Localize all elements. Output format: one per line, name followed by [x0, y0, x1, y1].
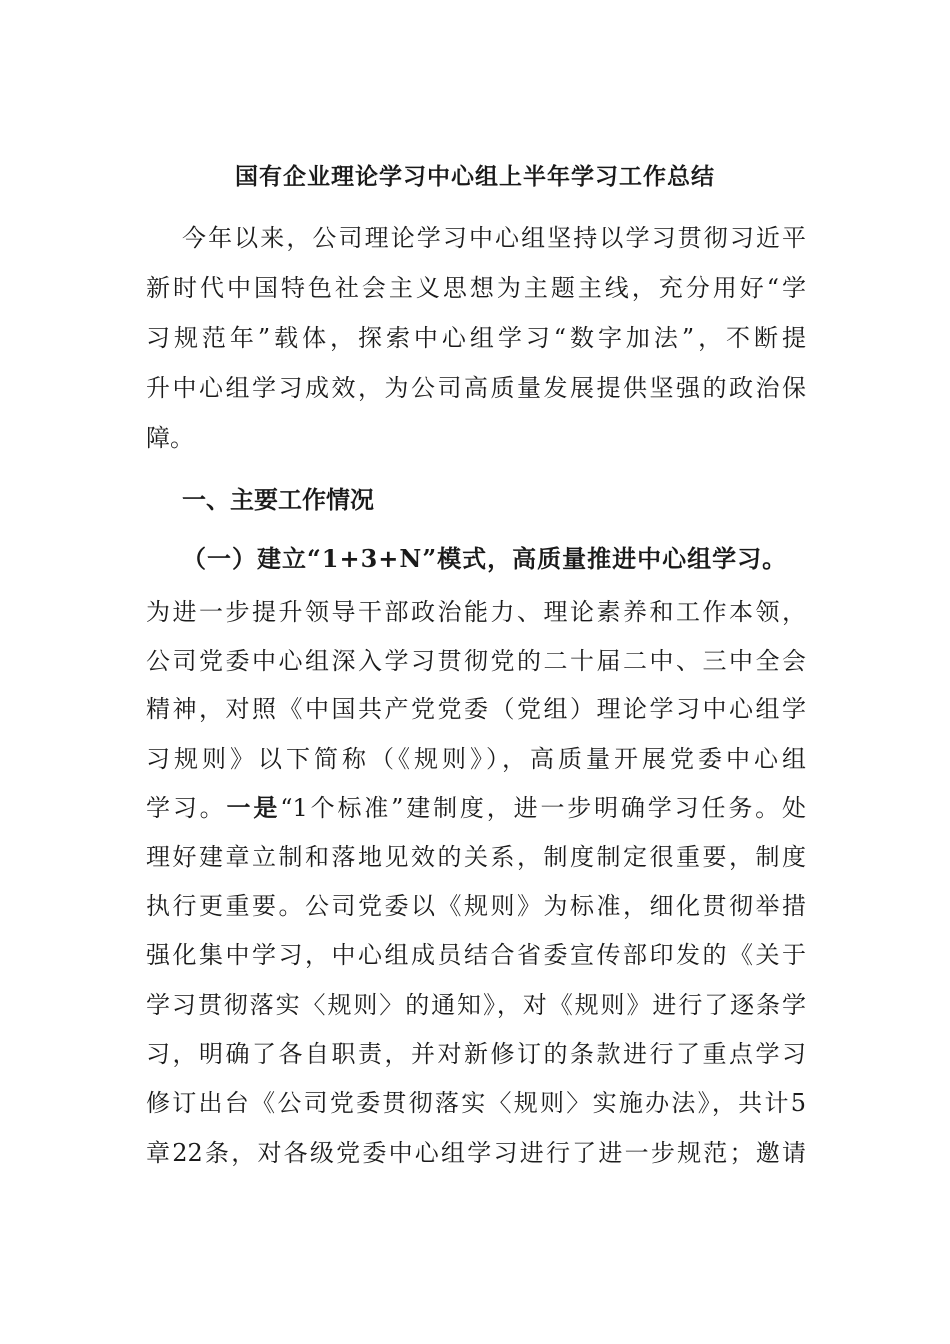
body-line-9: 学习贯彻落实〈规则〉的通知》，对《规则》进行了逐条学	[146, 991, 806, 1019]
body-line-12: 章22条，对各级党委中心组学习进行了进一步规范；邀请	[146, 1139, 806, 1167]
intro-line-4: 升中心组学习成效，为公司高质量发展提供坚强的政治保	[146, 374, 806, 402]
body-line-3: 精神，对照《中国共产党党委（党组）理论学习中心组学	[146, 695, 806, 723]
body-line-5-emphasis: 一是	[226, 793, 281, 822]
body-line-10: 习，明确了各自职责，并对新修订的条款进行了重点学习	[146, 1040, 806, 1068]
body-line-5	[146, 790, 806, 826]
section-heading: 一、主要工作情况	[182, 485, 374, 514]
body-line-5-start: 学习。	[146, 794, 227, 822]
body-line-8: 强化集中学习，中心组成员结合省委宣传部印发的《关于	[146, 941, 806, 969]
document-title: 国有企业理论学习中心组上半年学习工作总结	[235, 163, 715, 190]
body-line-1: 为进一步提升领导干部政治能力、理论素养和工作本领，	[146, 598, 806, 626]
intro-line-2: 新时代中国特色社会主义思想为主题主线，充分用好“学	[146, 274, 806, 302]
body-line-6: 理好建章立制和落地见效的关系，制度制定很重要，制度	[146, 843, 806, 871]
body-line-11: 修订出台《公司党委贯彻落实〈规则〉实施办法》，共计5	[146, 1089, 806, 1117]
intro-line-3: 习规范年”载体，探索中心组学习“数字加法”，不断提	[146, 324, 806, 352]
body-line-2: 公司党委中心组深入学习贯彻党的二十届二中、三中全会	[146, 647, 806, 675]
intro-line-5: 障。	[146, 424, 194, 452]
subsection-heading: （一）建立“1+3+N”模式，高质量推进中心组学习。	[182, 544, 788, 573]
body-line-5-end: “1个标准”建制度，进一步明确学习任务。处	[280, 794, 807, 822]
body-line-7: 执行更重要。公司党委以《规则》为标准，细化贯彻举措	[146, 892, 806, 920]
body-line-4: 习规则》以下简称（《规则》），高质量开展党委中心组	[146, 745, 806, 773]
intro-line-1: 今年以来，公司理论学习中心组坚持以学习贯彻习近平	[182, 224, 806, 252]
